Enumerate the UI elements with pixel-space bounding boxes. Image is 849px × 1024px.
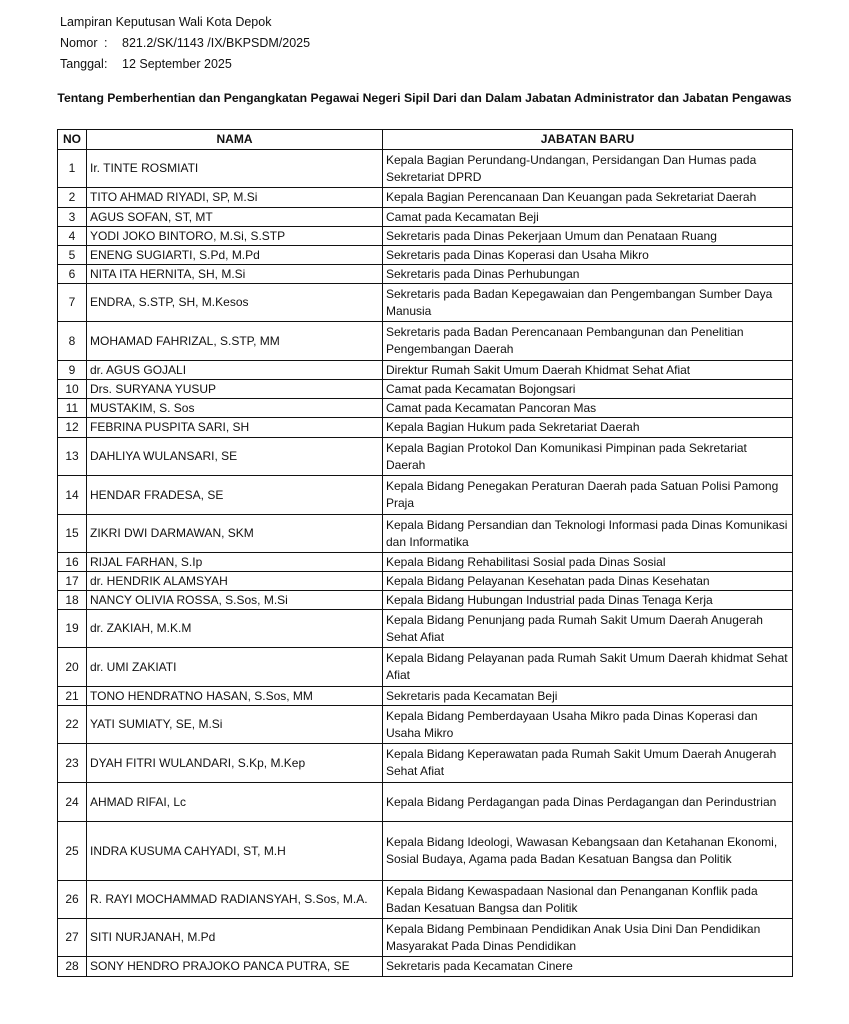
row-position: Kepala Bagian Protokol Dan Komunikasi Pimpinan pada Sekretariat Daerah	[383, 438, 793, 476]
row-name: AGUS SOFAN, ST, MT	[87, 208, 383, 227]
row-name: TONO HENDRATNO HASAN, S.Sos, MM	[87, 687, 383, 706]
table-row	[58, 150, 793, 188]
row-number: 24	[58, 783, 87, 822]
row-name: dr. HENDRIK ALAMSYAH	[87, 572, 383, 591]
table-row	[58, 881, 793, 919]
table-row	[58, 515, 793, 553]
column-header-no: NO	[58, 130, 87, 150]
table-row	[58, 957, 793, 977]
row-position: Kepala Bidang Rehabilitasi Sosial pada Dinas Sosial	[383, 553, 793, 572]
table-row	[58, 553, 793, 572]
row-position: Camat pada Kecamatan Bojongsari	[383, 380, 793, 399]
row-number: 19	[58, 610, 87, 648]
row-number: 5	[58, 246, 87, 265]
column-header-jabatan-baru: JABATAN BARU	[383, 130, 793, 150]
row-number: 6	[58, 265, 87, 284]
row-position: Kepala Bidang Penegakan Peraturan Daerah pada Satuan Polisi Pamong Praja	[383, 476, 793, 515]
row-number: 13	[58, 438, 87, 476]
row-name: Drs. SURYANA YUSUP	[87, 380, 383, 399]
table-row	[58, 687, 793, 706]
row-name: dr. AGUS GOJALI	[87, 361, 383, 380]
row-position: Camat pada Kecamatan Beji	[383, 208, 793, 227]
table-body	[58, 150, 793, 977]
table-row	[58, 399, 793, 418]
row-position: Kepala Bagian Hukum pada Sekretariat Daerah	[383, 418, 793, 438]
nomor-value: 821.2/SK/1143 /IX/BKPSDM/2025	[122, 36, 311, 50]
row-position: Kepala Bidang Pembinaan Pendidikan Anak Usia Dini Dan Pendidikan Masyarakat Pada Dinas Pendidikan	[383, 919, 793, 957]
row-name: ENDRA, S.STP, SH, M.Kesos	[87, 284, 383, 322]
row-name: SITI NURJANAH, M.Pd	[87, 919, 383, 957]
row-number: 28	[58, 957, 87, 977]
table-row	[58, 322, 793, 361]
row-position: Camat pada Kecamatan Pancoran Mas	[383, 399, 793, 418]
row-number: 26	[58, 881, 87, 919]
row-position: Kepala Bagian Perundang-Undangan, Persidangan Dan Humas pada Sekretariat DPRD	[383, 150, 793, 188]
row-number: 11	[58, 399, 87, 418]
table-row	[58, 572, 793, 591]
table-header-row	[58, 130, 793, 150]
row-name: MUSTAKIM, S. Sos	[87, 399, 383, 418]
row-position: Sekretaris pada Badan Kepegawaian dan Pengembangan Sumber Daya Manusia	[383, 284, 793, 322]
table-row	[58, 744, 793, 783]
tanggal-separator: :	[104, 57, 108, 71]
row-number: 15	[58, 515, 87, 553]
table-row	[58, 361, 793, 380]
row-name: SONY HENDRO PRAJOKO PANCA PUTRA, SE	[87, 957, 383, 977]
row-number: 9	[58, 361, 87, 380]
row-name: NANCY OLIVIA ROSSA, S.Sos, M.Si	[87, 591, 383, 610]
row-number: 4	[58, 227, 87, 246]
table-row	[58, 246, 793, 265]
row-name: MOHAMAD FAHRIZAL, S.STP, MM	[87, 322, 383, 361]
row-name: dr. ZAKIAH, M.K.M	[87, 610, 383, 648]
row-position: Direktur Rumah Sakit Umum Daerah Khidmat Sehat Afiat	[383, 361, 793, 380]
row-position: Kepala Bidang Kewaspadaan Nasional dan Penanganan Konflik pada Badan Kesatuan Bangsa dan Politik	[383, 881, 793, 919]
table-row	[58, 188, 793, 208]
table-row	[58, 648, 793, 687]
row-number: 25	[58, 822, 87, 881]
row-position: Kepala Bidang Ideologi, Wawasan Kebangsaan dan Ketahanan Ekonomi, Sosial Budaya, Agama pada Badan Kesatuan Bangsa dan Politik	[383, 822, 793, 881]
row-position: Sekretaris pada Kecamatan Beji	[383, 687, 793, 706]
table-row	[58, 610, 793, 648]
nomor-label: Nomor	[60, 36, 98, 50]
row-name: ENENG SUGIARTI, S.Pd, M.Pd	[87, 246, 383, 265]
row-position: Kepala Bidang Perdagangan pada Dinas Perdagangan dan Perindustrian	[383, 783, 793, 822]
table-row	[58, 227, 793, 246]
row-number: 16	[58, 553, 87, 572]
nomor-separator: :	[104, 36, 108, 50]
row-number: 2	[58, 188, 87, 208]
table-row	[58, 822, 793, 881]
appointment-table	[57, 129, 793, 977]
row-number: 18	[58, 591, 87, 610]
tanggal-value: 12 September 2025	[122, 57, 232, 71]
column-header-nama: NAMA	[87, 130, 383, 150]
row-name: Ir. TINTE ROSMIATI	[87, 150, 383, 188]
row-position: Kepala Bidang Penunjang pada Rumah Sakit Umum Daerah Anugerah Sehat Afiat	[383, 610, 793, 648]
row-name: AHMAD RIFAI, Lc	[87, 783, 383, 822]
table-row	[58, 265, 793, 284]
row-number: 21	[58, 687, 87, 706]
row-position: Kepala Bidang Keperawatan pada Rumah Sakit Umum Daerah Anugerah Sehat Afiat	[383, 744, 793, 783]
tanggal-row	[60, 54, 310, 75]
row-name: ZIKRI DWI DARMAWAN, SKM	[87, 515, 383, 553]
row-name: RIJAL FARHAN, S.Ip	[87, 553, 383, 572]
row-name: YATI SUMIATY, SE, M.Si	[87, 706, 383, 744]
row-position: Kepala Bidang Hubungan Industrial pada Dinas Tenaga Kerja	[383, 591, 793, 610]
row-number: 12	[58, 418, 87, 438]
tanggal-label: Tanggal	[60, 57, 104, 71]
row-number: 27	[58, 919, 87, 957]
row-number: 10	[58, 380, 87, 399]
table-row	[58, 706, 793, 744]
row-number: 23	[58, 744, 87, 783]
table-row	[58, 591, 793, 610]
row-position: Sekretaris pada Kecamatan Cinere	[383, 957, 793, 977]
row-position: Kepala Bidang Pelayanan Kesehatan pada Dinas Kesehatan	[383, 572, 793, 591]
row-number: 8	[58, 322, 87, 361]
row-name: TITO AHMAD RIYADI, SP, M.Si	[87, 188, 383, 208]
row-name: NITA ITA HERNITA, SH, M.Si	[87, 265, 383, 284]
row-position: Kepala Bidang Pemberdayaan Usaha Mikro pada Dinas Koperasi dan Usaha Mikro	[383, 706, 793, 744]
row-name: DAHLIYA WULANSARI, SE	[87, 438, 383, 476]
document-title: Tentang Pemberhentian dan Pengangkatan Pegawai Negeri Sipil Dari dan Dalam Jabatan Administrator dan Jabatan Pengawas	[57, 91, 792, 105]
row-name: DYAH FITRI WULANDARI, S.Kp, M.Kep	[87, 744, 383, 783]
table-row	[58, 783, 793, 822]
table-row	[58, 380, 793, 399]
table-row	[58, 476, 793, 515]
row-name: R. RAYI MOCHAMMAD RADIANSYAH, S.Sos, M.A.	[87, 881, 383, 919]
table-row	[58, 284, 793, 322]
table-row	[58, 919, 793, 957]
row-position: Kepala Bidang Persandian dan Teknologi Informasi pada Dinas Komunikasi dan Informatika	[383, 515, 793, 553]
row-position: Kepala Bidang Pelayanan pada Rumah Sakit Umum Daerah khidmat Sehat Afiat	[383, 648, 793, 687]
row-number: 3	[58, 208, 87, 227]
table-row	[58, 208, 793, 227]
row-number: 14	[58, 476, 87, 515]
row-name: FEBRINA PUSPITA SARI, SH	[87, 418, 383, 438]
row-number: 7	[58, 284, 87, 322]
row-number: 22	[58, 706, 87, 744]
decree-line: Lampiran Keputusan Wali Kota Depok	[60, 15, 272, 29]
row-name: HENDAR FRADESA, SE	[87, 476, 383, 515]
row-number: 1	[58, 150, 87, 188]
row-name: dr. UMI ZAKIATI	[87, 648, 383, 687]
row-position: Sekretaris pada Dinas Koperasi dan Usaha Mikro	[383, 246, 793, 265]
row-position: Sekretaris pada Dinas Pekerjaan Umum dan Penataan Ruang	[383, 227, 793, 246]
row-name: INDRA KUSUMA CAHYADI, ST, M.H	[87, 822, 383, 881]
table-row	[58, 438, 793, 476]
table-row	[58, 418, 793, 438]
row-position: Kepala Bagian Perencanaan Dan Keuangan pada Sekretariat Daerah	[383, 188, 793, 208]
document-header	[60, 12, 310, 75]
row-position: Sekretaris pada Dinas Perhubungan	[383, 265, 793, 284]
nomor-row	[60, 33, 310, 54]
row-number: 17	[58, 572, 87, 591]
row-name: YODI JOKO BINTORO, M.Si, S.STP	[87, 227, 383, 246]
row-number: 20	[58, 648, 87, 687]
row-position: Sekretaris pada Badan Perencanaan Pembangunan dan Penelitian Pengembangan Daerah	[383, 322, 793, 361]
